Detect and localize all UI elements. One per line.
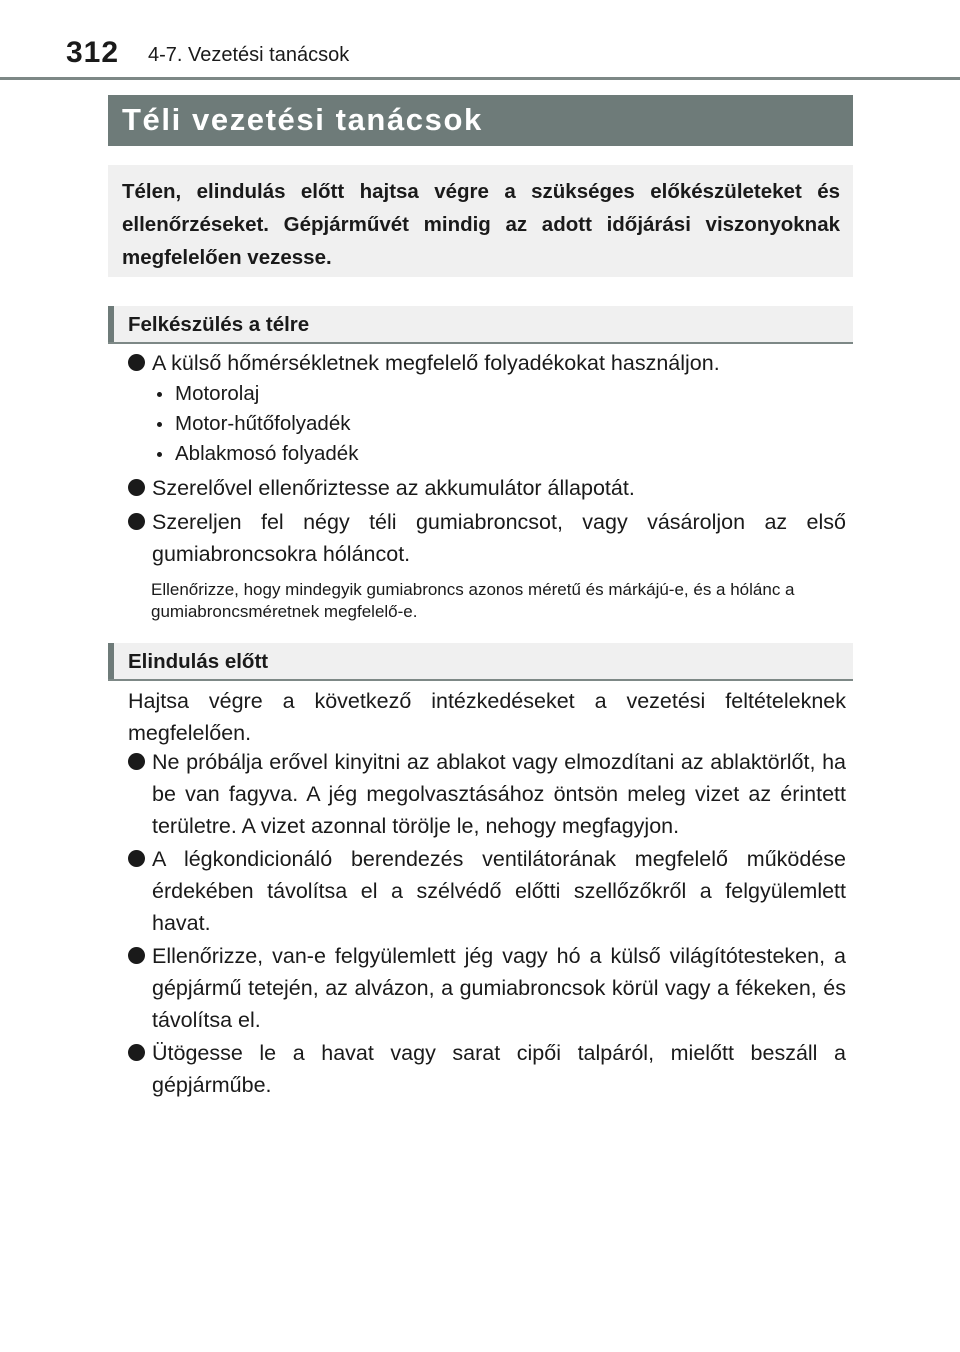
intro-text: Télen, elindulás előtt hajtsa végre a szükséges előkészületeket és ellenőrzéseket. Gépjárművét mindig az adott időjárási viszonyoknak megfelelően vezesse. [122,180,840,269]
header-divider [0,77,960,80]
bullet-icon [128,850,145,867]
page-header [0,0,960,80]
sub-list-item [155,439,358,469]
page-number: 312 [66,36,120,69]
sub-list-item-text: Ablakmosó folyadék [175,442,359,465]
list-item-text: Ütögesse le a havat vagy sarat cipői talpáról, mielőtt beszáll a gépjárműbe. [152,1041,846,1097]
list-item-text: A légkondicionáló berendezés ventilátorának megfelelő működése érdekében távolítsa el a szélvédő előtti szellőzőkről a felgyülemlett havat. [152,847,846,935]
sub-bullet-icon [157,392,162,397]
note-text: Ellenőrizze, hogy mindegyik gumiabroncs azonos méretű és márkájú-e, és a hólánc a gumiabroncsméretnek megfelelő-e. [151,580,795,621]
section-intro-text: Hajtsa végre a következő intézkedéseket a vezetési feltételeknek megfelelően. [128,689,846,745]
section-heading-winter-prep [108,306,853,344]
list-item [128,347,846,379]
bullet-icon [128,354,145,371]
list-item [128,472,846,504]
list-item-text: Szerelővel ellenőriztesse az akkumulátor állapotát. [152,476,635,500]
heading-marker [108,643,114,679]
list-item-text: A külső hőmérsékletnek megfelelő folyadékokat használjon. [152,351,720,375]
sub-bullet-icon [157,452,162,457]
page-title: Téli vezetési tanácsok [122,102,483,137]
bullet-icon [128,479,145,496]
list-item [128,940,846,1036]
section-heading-before-start [108,643,853,681]
section-breadcrumb: 4-7. Vezetési tanácsok [148,44,350,66]
list-item [128,1037,846,1101]
list-item-text: Ellenőrizze, van-e felgyülemlett jég vagy hó a külső világítótesteken, a gépjármű tetején, az alvázon, a gumiabroncsok körül vagy a fékeken, és távolítsa el. [152,944,846,1032]
bullet-icon [128,753,145,770]
sub-list-item [155,379,259,409]
sub-list-item [155,409,350,439]
page-title-bar [108,95,853,146]
list-item-text: Szereljen fel négy téli gumiabroncsot, vagy vásároljon az első gumiabroncsokra hóláncot. [152,510,846,566]
list-item [128,843,846,939]
bullet-icon [128,513,145,530]
list-item [128,746,846,842]
section-heading-text: Felkészülés a télre [128,313,310,336]
heading-marker [108,306,114,342]
bullet-icon [128,947,145,964]
section-heading-text: Elindulás előtt [128,650,269,673]
list-item [128,506,846,570]
list-item-text: Ne próbálja erővel kinyitni az ablakot vagy elmozdítani az ablaktörlőt, ha be van fagyva. A jég megolvasztásához öntsön meleg vizet az érintett területre. A vizet azonnal törölje le, nehogy megfagyjon. [152,750,846,838]
sub-bullet-icon [157,422,162,427]
sub-list-item-text: Motor-hűtőfolyadék [175,412,351,435]
intro-box [108,165,853,277]
sub-list-item-text: Motorolaj [175,382,260,405]
bullet-icon [128,1044,145,1061]
